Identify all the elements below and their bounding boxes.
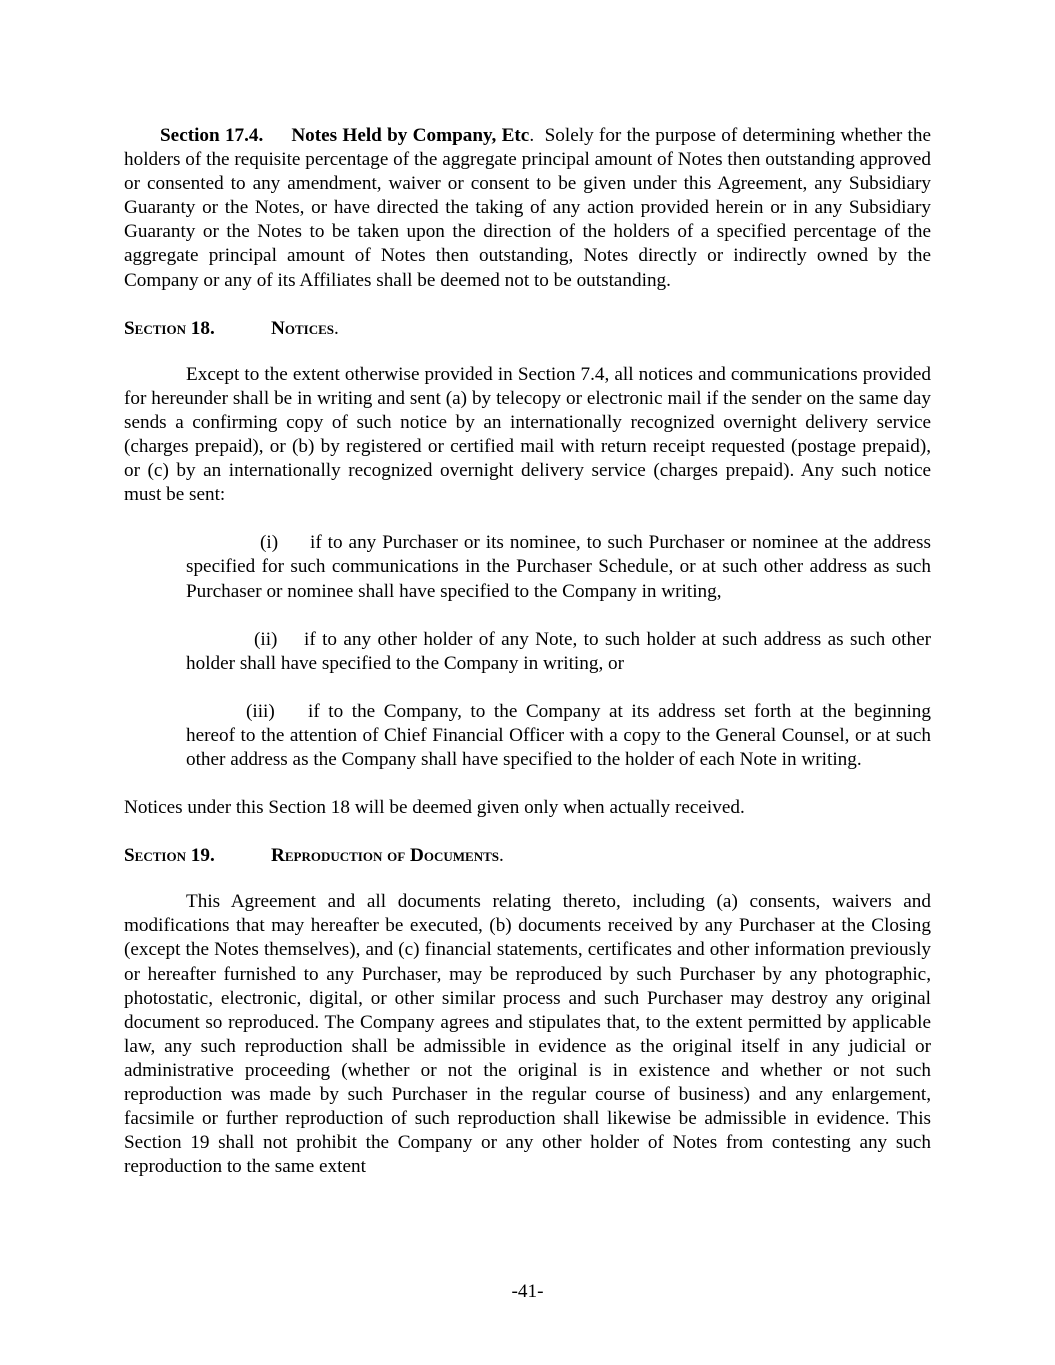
notice-item-i-text: if to any Purchaser or its nominee, to such Purchaser or nominee at the address specified for such communications in the Purchaser Schedule, or at such other address as such Purchaser or nominee shall have specified to the Company in writing, (186, 532, 931, 602)
document-page (124, 124, 931, 1179)
section-19-title: Reproduction of Documents (271, 845, 499, 867)
notice-item-ii-label: (ii) (254, 628, 278, 650)
notice-item-iii-label: (iii) (246, 700, 275, 722)
section-18-title: Notices (271, 317, 334, 339)
notice-item-ii (186, 628, 931, 676)
notice-item-i-label: (i) (260, 532, 279, 554)
section-17-4-number: Section 17.4. (160, 125, 264, 146)
section-19-text: This Agreement and all documents relating thereto, including (a) consents, waivers and modifications that may hereafter be executed, (b) documents received by any Purchaser at the Closing (except the Notes themselves), and (c) financial statements, certificates and other information previously or hereafter furnished to any Purchaser, may be reproduced by such Purchaser by any photographic, photostatic, electronic, digital, or other similar process and such Purchaser may destroy any original document so reproduced. The Company agrees and stipulates that, to the extent permitted by applicable law, any such reproduction shall be admissible in evidence as the original itself in any judicial or administrative proceeding (whether or not the original is in existence and whether or not such reproduction was made by such Purchaser in the regular course of business) and any enlargement, facsimile or further reproduction of such reproduction shall likewise be admissible in evidence. This Section 19 shall not prohibit the Company or any other holder of Notes from contesting any such reproduction to the same extent (124, 891, 931, 1178)
notice-item-iii (186, 700, 931, 772)
section-19-heading (124, 844, 931, 868)
section-19-title-period: . (498, 845, 504, 867)
section-18-intro: Except to the extent otherwise provided in Section 7.4, all notices and communications provided for hereunder shall be in writing and sent (a) by telecopy or electronic mail if the sender on the same day sends a confirming copy of such notice by an internationally recognized overnight delivery service (charges prepaid), or (b) by registered or certified mail with return receipt requested (postage prepaid), or (c) by an internationally recognized overnight delivery service (charges prepaid). Any such notice must be sent: (124, 363, 931, 506)
notice-item-i (186, 531, 931, 603)
section-17-4-text: Solely for the purpose of determining whether the holders of the requisite percentage of the aggregate principal amount of Notes then outstanding approved or consented to any amendment, waiver or consent to be given under this Agreement, any Subsidiary Guaranty or the Notes, or have directed the taking of any action provided herein or in any Subsidiary Guaranty or the Notes to be taken upon the direction of the holders of a specified percentage of the aggregate principal amount of Notes then outstanding, Notes directly or indirectly owned by the Company or any of its Affiliates shall be deemed not to be outstanding. (124, 125, 931, 291)
page-number: -41- (511, 1281, 544, 1302)
section-19-number: Section 19. (124, 845, 215, 867)
section-17-4-title: Notes Held by Company, Etc (291, 125, 530, 146)
section-18-heading (124, 317, 931, 341)
section-17-4-title-period: . (529, 125, 535, 146)
section-18-number: Section 18. (124, 317, 215, 339)
section-18-closing: Notices under this Section 18 will be deemed given only when actually received. (124, 797, 745, 819)
notice-item-ii-text: if to any other holder of any Note, to such holder at such address as such other holder shall have specified to the Company in writing, or (186, 628, 931, 674)
notice-item-iii-text: if to the Company, to the Company at its address set forth at the beginning hereof to the attention of Chief Financial Officer with a copy to the General Counsel, or at such other address as the Company shall have specified to the holder of each Note in writing. (186, 700, 931, 770)
section-18-title-period: . (334, 317, 339, 339)
section-17-4-paragraph (124, 124, 931, 293)
